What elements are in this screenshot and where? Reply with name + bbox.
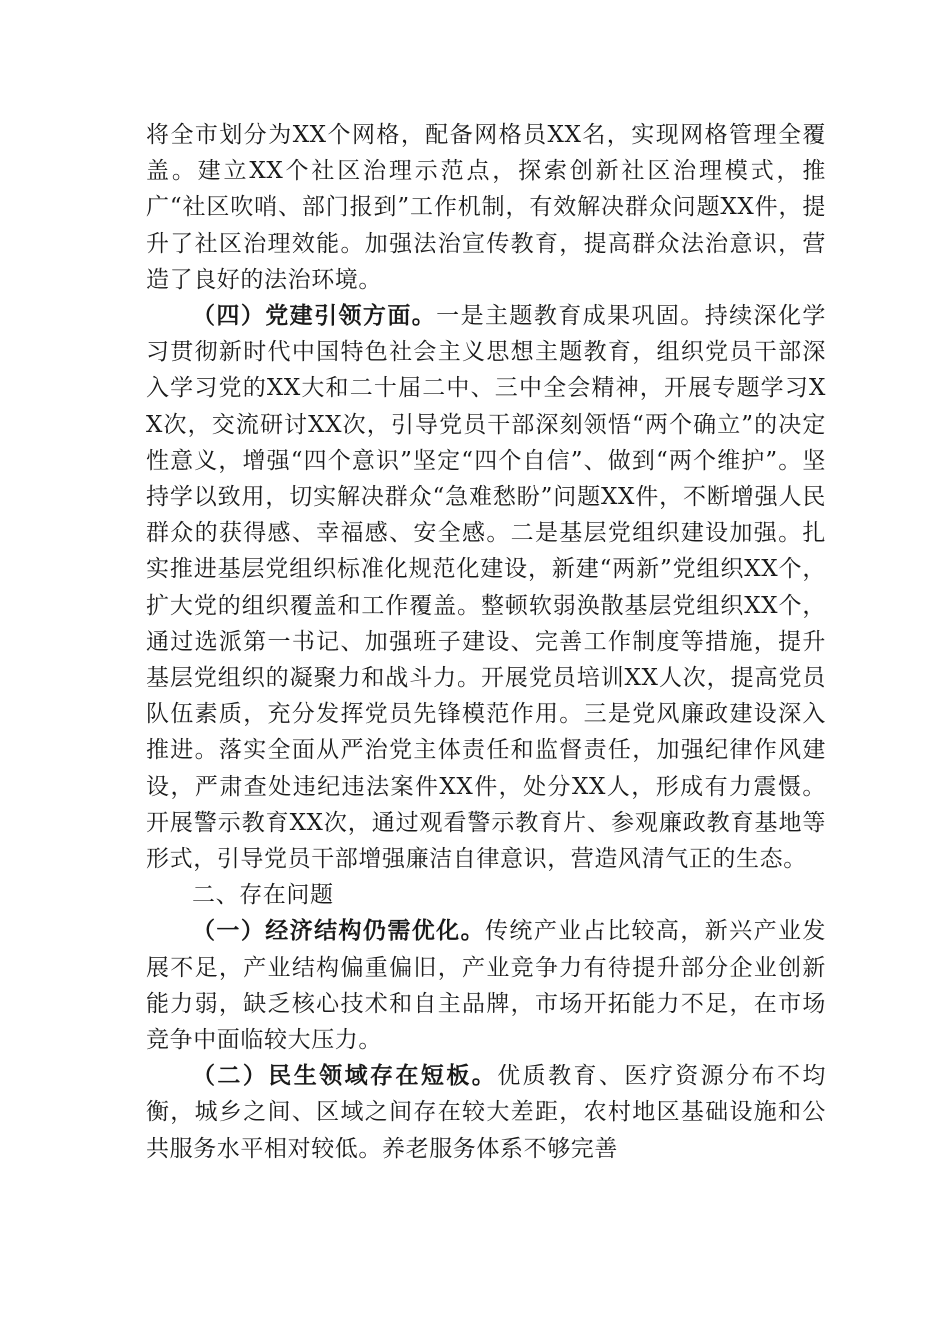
paragraph-grid-governance: 将全市划分为XX个网格，配备网格员XX名，实现网格管理全覆盖。建立XX个社区治理示范点，探索创新社区治理模式，推广“社区吹哨、部门报到”工作机制，有效解决群众问题XX件，提升了社区治理效能。加强法治宣传教育，提高群众法治意识，营造了良好的法治环境。 [146,122,826,293]
paragraph-party-building [146,298,826,877]
paragraph-body-livelihood: 优质教育、医疗资源分布不均衡，城乡之间、区域之间存在较大差距，农村地区基础设施和公共服务水平相对较低。养老服务体系不够完善 [146,1063,826,1162]
paragraph-livelihood [146,1058,826,1167]
paragraph-body-party-building: 一是主题教育成果巩固。持续深化学习贯彻新时代中国特色社会主义思想主题教育，组织党员干部深入学习党的XX大和二十届二中、三中全会精神，开展专题学习XX次，交流研讨XX次，引导党员干部深刻领悟“两个确立”的决定性意义，增强“四个意识”坚定“四个自信”、做到“两个维护”。坚持学以致用，切实解决群众“急难愁盼”问题XX件，不断增强人民群众的获得感、幸福感、安全感。二是基层党组织建设加强。扎实推进基层党组织标准化规范化建设，新建“两新”党组织XX个，扩大党的组织覆盖和工作覆盖。整顿软弱涣散基层党组织XX个，通过选派第一书记、加强班子建设、完善工作制度等措施，提升基层党组织的凝聚力和战斗力。开展党员培训XX人次，提高党员队伍素质，充分发挥党员先锋模范作用。三是党风廉政建设深入推进。落实全面从严治党主体责任和监督责任，加强纪律作风建设，严肃查处违纪违法案件XX件，处分XX人，形成有力震慑。开展警示教育XX次，通过观看警示教育片、参观廉政教育基地等形式，引导党员干部增强廉洁自律意识，营造风清气正的生态。 [146,303,826,873]
paragraph-lead-livelihood: （二）民生领域存在短板。 [192,1063,498,1090]
section-heading-problems: 二、存在问题 [192,882,334,909]
paragraph-lead-economic-structure: （一）经济结构仍需优化。 [192,918,485,945]
paragraph-economic-structure [146,913,826,1058]
paragraph-body-economic-structure: 传统产业占比较高，新兴产业发展不足，产业结构偏重偏旧，产业竞争力有待提升部分企业创新能力弱，缺乏核心技术和自主品牌，市场开拓能力不足，在市场竞争中面临较大压力。 [146,918,827,1054]
document-page [146,117,826,1167]
paragraph-lead-party-building: （四）党建引领方面。 [192,303,437,330]
